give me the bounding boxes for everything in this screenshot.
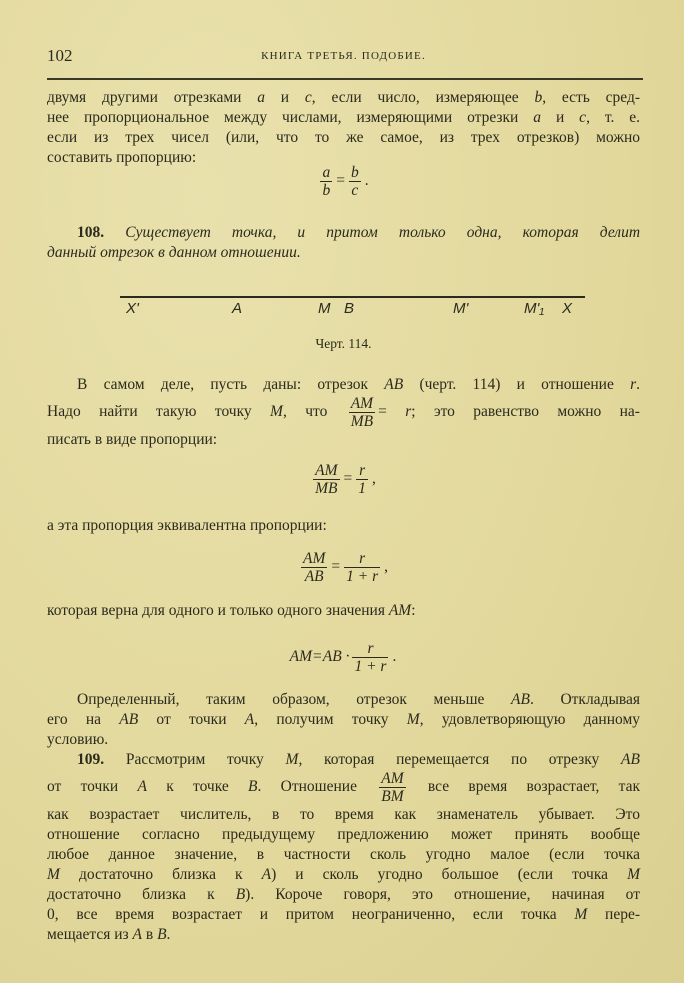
italic-math: M <box>574 906 588 923</box>
denominator: AB <box>304 568 324 585</box>
text-line <box>47 750 640 770</box>
section-number: 109. <box>77 751 105 768</box>
text: = <box>378 403 406 421</box>
punctuation: . <box>392 648 397 666</box>
text: которая верна для одного и только одного значения <box>47 602 389 619</box>
product-term: AB · <box>322 648 350 666</box>
text-line <box>47 805 640 825</box>
paragraph-proof <box>47 375 640 450</box>
formula-a-b-c <box>47 164 640 199</box>
text: . Откладывая <box>529 691 640 708</box>
text: двумя другими отрезками <box>47 89 258 106</box>
text-line <box>47 825 640 845</box>
running-title: КНИГА ТРЕТЬЯ. ПОДОБИЕ. <box>261 50 426 62</box>
text: , получим точку <box>254 711 407 728</box>
punctuation: . <box>364 172 369 190</box>
italic-math: AB <box>511 691 530 708</box>
numerator: a <box>322 164 331 181</box>
text-line <box>47 845 640 865</box>
numerator: r <box>356 462 368 480</box>
text: , есть сред- <box>542 89 641 106</box>
numerator: AM <box>350 395 374 412</box>
italic-math: A <box>244 711 255 728</box>
numerator: r <box>352 640 388 658</box>
italic-math: AB <box>119 711 139 728</box>
text: все время возрастает, так <box>408 778 641 796</box>
point-label: M'₁ <box>524 300 545 317</box>
text: пере- <box>587 906 641 923</box>
text: к точке <box>146 778 249 796</box>
text-line <box>47 601 640 621</box>
italic-math: Существует точка, и притом только одна, которая делит <box>125 224 641 241</box>
text-line <box>47 375 640 395</box>
text-line <box>47 223 640 243</box>
text-line <box>47 690 640 710</box>
denominator: BM <box>381 788 404 805</box>
text: , если число, измеряющее <box>311 89 535 106</box>
text-line <box>47 925 640 945</box>
text-line <box>47 905 640 925</box>
italic-math: A <box>132 926 142 943</box>
text: условию. <box>47 731 109 748</box>
text: . <box>166 926 171 943</box>
denominator: 1 + r <box>354 658 387 675</box>
italic-math: b <box>534 89 543 106</box>
equals-sign: = <box>313 648 322 666</box>
numerator: AM <box>381 770 404 787</box>
formula-am-equals <box>47 640 640 675</box>
italic-math: M <box>270 403 283 421</box>
text: , удовлетворяющую данному <box>419 711 641 728</box>
paragraph-equivalent <box>47 516 640 536</box>
point-label: X <box>562 300 573 317</box>
italic-math: A <box>137 778 147 796</box>
italic-math: a <box>257 89 265 106</box>
italic-math: M <box>285 751 299 768</box>
text-line <box>47 770 640 805</box>
paragraph-conclusion <box>47 690 640 750</box>
text: (черт. 114) и отношение <box>403 376 631 393</box>
figure-caption: Черт. 114. <box>315 336 372 351</box>
equals-sign: = <box>331 558 341 576</box>
text: мещается из <box>47 926 133 943</box>
point-label: A <box>232 300 243 317</box>
text: , что <box>282 403 346 421</box>
lhs: AM <box>289 648 313 666</box>
point-label: X' <box>126 300 139 317</box>
text-line <box>47 885 640 905</box>
text: ; это равенство можно на- <box>411 403 640 421</box>
italic-math: AB <box>384 376 404 393</box>
text: как возрастает числитель, в то время как знаменатель убывает. Это <box>47 806 640 823</box>
formula-am-mb <box>47 462 640 497</box>
italic-math: B <box>248 778 258 796</box>
text-line <box>47 108 640 128</box>
point-label: M' <box>453 300 469 317</box>
text-line <box>47 88 640 108</box>
inline-fraction <box>379 770 405 805</box>
text: если из трех чисел (или, что то же самое, из трех отрезков) можно <box>47 129 640 146</box>
denominator: b <box>322 182 331 199</box>
italic-math: c <box>579 109 587 126</box>
text: и <box>265 89 305 106</box>
italic-math: M <box>406 711 420 728</box>
formula-am-ab <box>47 550 640 585</box>
theorem-108 <box>47 223 640 263</box>
numerator: r <box>344 550 380 568</box>
numerator: AM <box>302 550 326 567</box>
italic-math: r <box>405 403 412 421</box>
denominator: 1 <box>358 480 366 497</box>
punctuation: , <box>384 558 388 576</box>
page-number: 102 <box>47 46 73 65</box>
text: достаточно близка к <box>47 886 236 903</box>
italic-math: B <box>157 926 167 943</box>
text: его на <box>47 711 120 728</box>
page-header <box>47 46 640 76</box>
text: ). Короче говоря, это отношение, начиная от <box>245 886 640 903</box>
text: отношение согласно предыдущему предложению может принять вообще <box>47 826 640 843</box>
denominator: MB <box>315 480 338 497</box>
text-line <box>47 710 640 730</box>
text: от точки <box>47 778 138 796</box>
paragraph-unique-value <box>47 601 640 621</box>
text-line <box>47 395 640 430</box>
point-label: M <box>318 300 331 317</box>
denominator: MB <box>350 413 374 430</box>
text: 0, все время возрастает и притом неограниченно, если точка <box>47 906 575 923</box>
text: Рассмотрим точку <box>104 751 286 768</box>
text: и <box>541 109 580 126</box>
italic-math: AM <box>388 602 412 619</box>
figure-114-line-diagram <box>120 288 590 324</box>
text: , т. е. <box>586 109 641 126</box>
text: достаточно близка к <box>59 866 262 883</box>
section-109 <box>47 750 640 945</box>
header-rule <box>47 78 643 80</box>
equals-sign: = <box>343 470 353 488</box>
text-line <box>47 128 640 148</box>
point-label: B <box>344 300 355 317</box>
punctuation: , <box>372 470 376 488</box>
denominator: 1 + r <box>346 568 379 585</box>
italic-math: A <box>261 866 272 883</box>
text: составить пропорцию: <box>47 149 197 166</box>
text: а эта пропорция эквивалентна пропорции: <box>47 517 327 534</box>
italic-math: M <box>627 866 640 883</box>
text: : <box>411 602 416 619</box>
text-line <box>47 430 640 450</box>
italic-math: B <box>235 886 246 903</box>
denominator: c <box>351 182 359 199</box>
text: Надо найти такую точку <box>47 403 271 421</box>
text: нее пропорциональное между числами, измеряющими отрезки <box>47 109 534 126</box>
text-line <box>47 865 640 885</box>
inline-fraction <box>349 395 375 430</box>
text: . Отношение <box>257 778 377 796</box>
text: ) и сколь угодно большое (если точка <box>271 866 628 883</box>
italic-math: c <box>304 89 312 106</box>
paragraph-definition <box>47 88 640 168</box>
italic-math: a <box>533 109 542 126</box>
text-line <box>47 243 640 263</box>
text-line <box>47 516 640 536</box>
section-number: 108. <box>77 224 126 241</box>
italic-math: M <box>47 866 60 883</box>
text: любое данное значение, в частности сколь угодно малое (если точка <box>47 846 640 863</box>
text: писать в виде пропорции: <box>47 431 218 448</box>
italic-math: r <box>630 376 637 393</box>
numerator: b <box>350 164 359 181</box>
text: Определенный, таким образом, отрезок меньше <box>77 691 512 708</box>
text-line <box>47 730 640 750</box>
text: . <box>636 376 640 393</box>
numerator: AM <box>315 462 338 479</box>
text: , которая перемещается по отрезку <box>298 751 622 768</box>
equals-sign: = <box>336 172 345 190</box>
text: в <box>142 926 158 943</box>
text: от точки <box>138 711 245 728</box>
italic-math: AB <box>621 751 640 768</box>
italic-math: данный отрезок в данном отношении. <box>47 244 301 261</box>
line-x-x <box>120 296 585 298</box>
text: В самом деле, пусть даны: отрезок <box>77 376 385 393</box>
